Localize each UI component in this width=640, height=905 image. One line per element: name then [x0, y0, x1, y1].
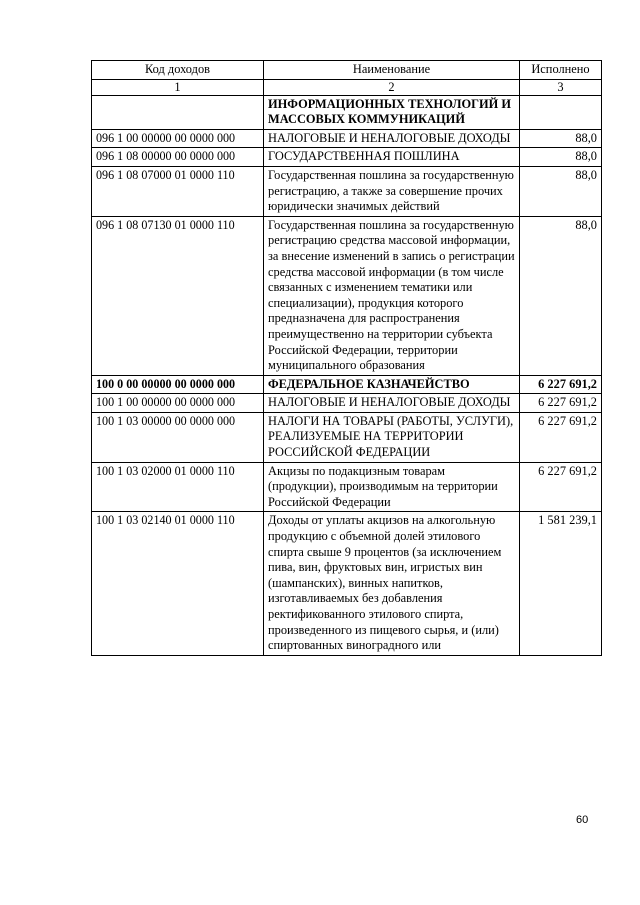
table-row [92, 166, 602, 216]
row-code: 096 1 08 07130 01 0000 110 [92, 216, 264, 375]
table-row [92, 412, 602, 462]
row-name: ГОСУДАРСТВЕННАЯ ПОШЛИНА [264, 148, 520, 167]
row-code: 096 1 00 00000 00 0000 000 [92, 129, 264, 148]
row-amount: 6 227 691,2 [520, 412, 602, 462]
row-name: ИНФОРМАЦИОННЫХ ТЕХНОЛОГИЙ И МАССОВЫХ КОММУНИКАЦИЙ [264, 95, 520, 129]
row-name: Доходы от уплаты акцизов на алкогольную продукцию с объемной долей этилового спирта свыше 9 процентов (за исключением пива, вин, фруктовых вин, игристых вин (шампанских), винных напитков, изготавливаемых без добавления ректификованного этилового спирта, произведенного из пищевого сырья, и (или) спиртованных виноградного или [264, 512, 520, 655]
column-number-3: 3 [520, 79, 602, 95]
table-row [92, 512, 602, 655]
column-number-1: 1 [92, 79, 264, 95]
header-amount: Исполнено [520, 61, 602, 80]
page-number: 60 [576, 814, 589, 826]
row-name: Государственная пошлина за государственную регистрацию средства массовой информации, за внесение изменений в запись о регистрации средства массовой информации (в том числе связанных с изменением тематики или специализации), продукция которого предназначена для распространения преимущественно на территории субъекта Российской Федерации, территории муниципального образования [264, 216, 520, 375]
row-name: НАЛОГОВЫЕ И НЕНАЛОГОВЫЕ ДОХОДЫ [264, 129, 520, 148]
column-number-2: 2 [264, 79, 520, 95]
row-amount: 6 227 691,2 [520, 375, 602, 394]
row-name: НАЛОГИ НА ТОВАРЫ (РАБОТЫ, УСЛУГИ), РЕАЛИЗУЕМЫЕ НА ТЕРРИТОРИИ РОССИЙСКОЙ ФЕДЕРАЦИИ [264, 412, 520, 462]
row-code: 100 0 00 00000 00 0000 000 [92, 375, 264, 394]
row-amount: 6 227 691,2 [520, 394, 602, 413]
row-name: НАЛОГОВЫЕ И НЕНАЛОГОВЫЕ ДОХОДЫ [264, 394, 520, 413]
table-row [92, 375, 602, 394]
table-row [92, 394, 602, 413]
row-amount: 88,0 [520, 129, 602, 148]
header-code: Код доходов [92, 61, 264, 80]
row-code: 100 1 03 02000 01 0000 110 [92, 462, 264, 512]
table-row [92, 148, 602, 167]
row-name: ФЕДЕРАЛЬНОЕ КАЗНАЧЕЙСТВО [264, 375, 520, 394]
row-amount: 1 581 239,1 [520, 512, 602, 655]
row-code: 100 1 03 00000 00 0000 000 [92, 412, 264, 462]
row-code: 100 1 03 02140 01 0000 110 [92, 512, 264, 655]
table-row [92, 462, 602, 512]
column-number-row [92, 79, 602, 95]
table-row [92, 95, 602, 129]
row-amount: 88,0 [520, 216, 602, 375]
row-amount [520, 95, 602, 129]
row-amount: 6 227 691,2 [520, 462, 602, 512]
row-code: 096 1 08 07000 01 0000 110 [92, 166, 264, 216]
table-row [92, 216, 602, 375]
row-code: 100 1 00 00000 00 0000 000 [92, 394, 264, 413]
row-amount: 88,0 [520, 166, 602, 216]
table-body [92, 95, 602, 655]
row-name: Акцизы по подакцизным товарам (продукции), производимым на территории Российской Федерации [264, 462, 520, 512]
row-code [92, 95, 264, 129]
header-name: Наименование [264, 61, 520, 80]
header-row [92, 61, 602, 80]
row-code: 096 1 08 00000 00 0000 000 [92, 148, 264, 167]
revenue-table [91, 60, 602, 656]
row-name: Государственная пошлина за государственную регистрацию, а также за совершение прочих юридически значимых действий [264, 166, 520, 216]
table-row [92, 129, 602, 148]
row-amount: 88,0 [520, 148, 602, 167]
